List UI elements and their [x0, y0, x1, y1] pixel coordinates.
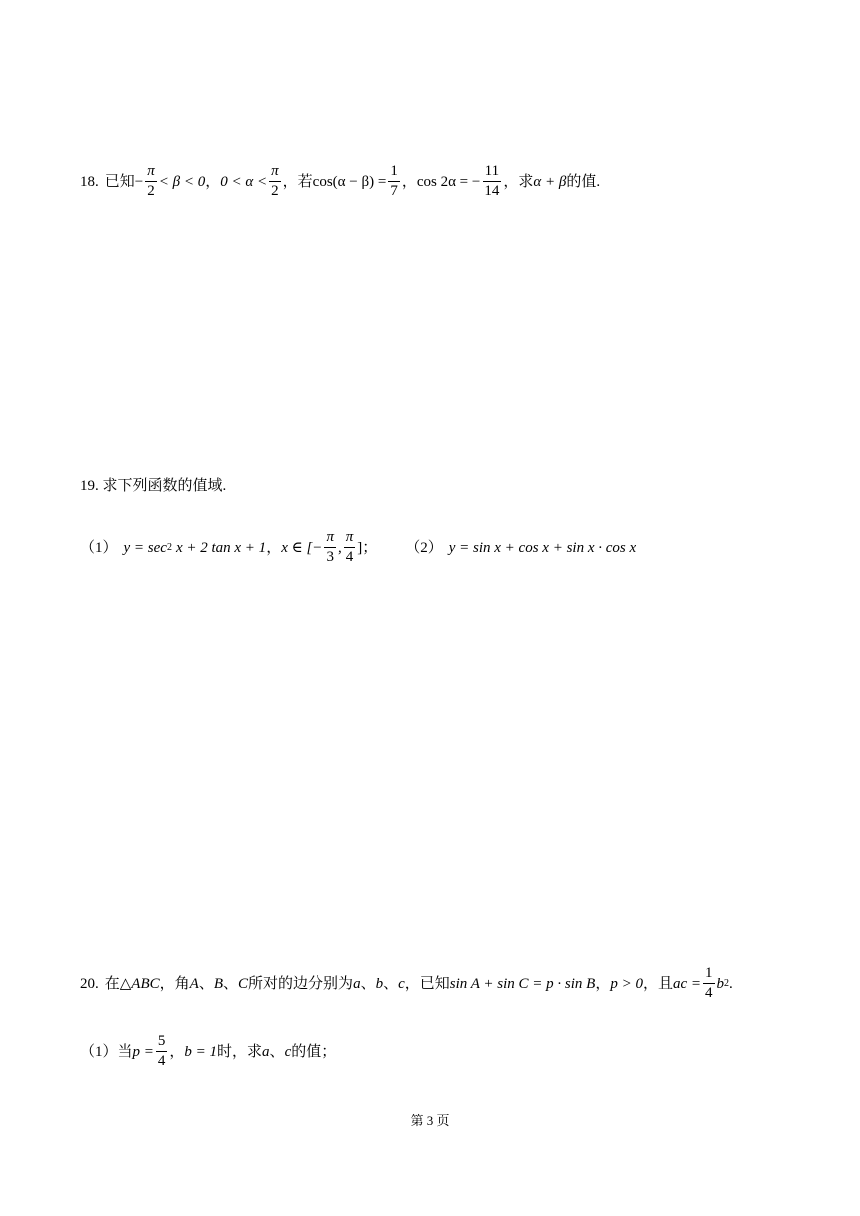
question-19-parts: （1） y = sec 2 x + 2 tan x + 1 ， x ∈ [− $\frac{\pi}{3}$ , $\frac{\pi}{4}$ ]； （2） y = sin x + cos x + sin x · cos x — [80, 529, 637, 565]
punctuation: 、 — [198, 975, 214, 992]
part-label: （1） — [80, 539, 118, 556]
question-text: 的值； — [291, 1043, 337, 1060]
punctuation: . — [729, 975, 733, 992]
punctuation: ， — [169, 1043, 185, 1060]
punctuation: 、 — [223, 975, 239, 992]
math-text: ]； — [357, 539, 378, 556]
punctuation: ， — [503, 173, 519, 190]
fraction-1-over-7: $\frac{1}{7}$ — [390, 163, 398, 199]
punctuation: ， — [282, 173, 298, 190]
math-text: x + 2 tan x + 1 — [175, 539, 267, 556]
math-text: C — [238, 975, 249, 992]
math-text: a — [262, 1043, 270, 1060]
math-text: cos 2α = − — [416, 173, 481, 190]
fraction-1-over-4: $\frac{1}{4}$ — [705, 965, 713, 1001]
question-text: 的值. — [566, 173, 601, 190]
punctuation: 、 — [383, 975, 399, 992]
fraction-pi-over-2: $\frac{\pi}{2}$ — [147, 163, 155, 199]
math-text: ABC — [131, 975, 160, 992]
math-text: 0 < α < — [220, 173, 268, 190]
math-text: ac = — [672, 975, 702, 992]
math-text: α + β — [533, 173, 567, 190]
part-label: （1）当 — [80, 1043, 133, 1060]
fraction-pi-over-4: $\frac{\pi}{4}$ — [345, 529, 354, 565]
fraction-11-over-14: $\frac{11}{14}$ — [484, 163, 500, 199]
punctuation: 、 — [269, 1043, 285, 1060]
question-text: 在△ — [104, 975, 132, 992]
math-text: < β < 0 — [158, 173, 206, 190]
math-text: a — [353, 975, 361, 992]
question-text: ，角 — [159, 975, 190, 992]
question-text: 已知 — [104, 173, 135, 190]
question-19-title: 19. 求下列函数的值域. — [80, 478, 227, 494]
question-text: 所对的边分别为 — [248, 975, 354, 992]
math-text: B — [213, 975, 224, 992]
part-label: （2） — [405, 539, 443, 556]
fraction-pi-over-2: $\frac{\pi}{2}$ — [271, 163, 279, 199]
punctuation: 、 — [360, 975, 376, 992]
punctuation: ， — [401, 173, 417, 190]
math-text: c — [284, 1043, 292, 1060]
math-text: , — [337, 539, 342, 556]
question-number: 18. — [80, 173, 99, 190]
question-text: 若 — [297, 173, 313, 190]
math-text: p = — [132, 1043, 154, 1060]
page-number: 第 3 页 — [410, 1113, 450, 1128]
math-text: c — [398, 975, 405, 992]
fraction-5-over-4: $\frac{5}{4}$ — [157, 1033, 166, 1069]
math-text: y = sec — [123, 539, 167, 556]
math-text: p > 0 — [610, 975, 643, 992]
question-18 — [80, 164, 600, 199]
punctuation: ， — [205, 173, 221, 190]
punctuation: ， — [266, 539, 282, 556]
punctuation: ， — [595, 975, 611, 992]
question-text: ，且 — [642, 975, 673, 992]
math-text: b — [716, 975, 725, 992]
math-text: y = sin x + cos x + sin x · cos x — [448, 539, 637, 556]
math-text: cos(α − β) = — [312, 173, 387, 190]
question-20: 20. 在△ ABC ，角 A 、 B 、 C 所对的边分别为 a 、 b 、 c ，已知 sin A + sin C = p · sin B ， p > 0 ，且 ac = $\frac{1}{4}$ b 2 . — [80, 965, 733, 1001]
question-20-part-1 — [80, 1034, 336, 1069]
math-text: x ∈ [− — [281, 539, 323, 556]
math-text: b = 1 — [184, 1043, 218, 1060]
question-text: 求 — [518, 173, 534, 190]
fraction-pi-over-3: $\frac{\pi}{3}$ — [326, 529, 334, 565]
question-text: 时，求 — [217, 1043, 263, 1060]
math-text: − — [134, 173, 144, 190]
math-text: b — [375, 975, 384, 992]
question-text: ，已知 — [404, 975, 450, 992]
question-number: 20. — [80, 975, 99, 992]
math-text: A — [189, 975, 199, 992]
math-text: sin A + sin C = p · sin B — [449, 975, 596, 992]
